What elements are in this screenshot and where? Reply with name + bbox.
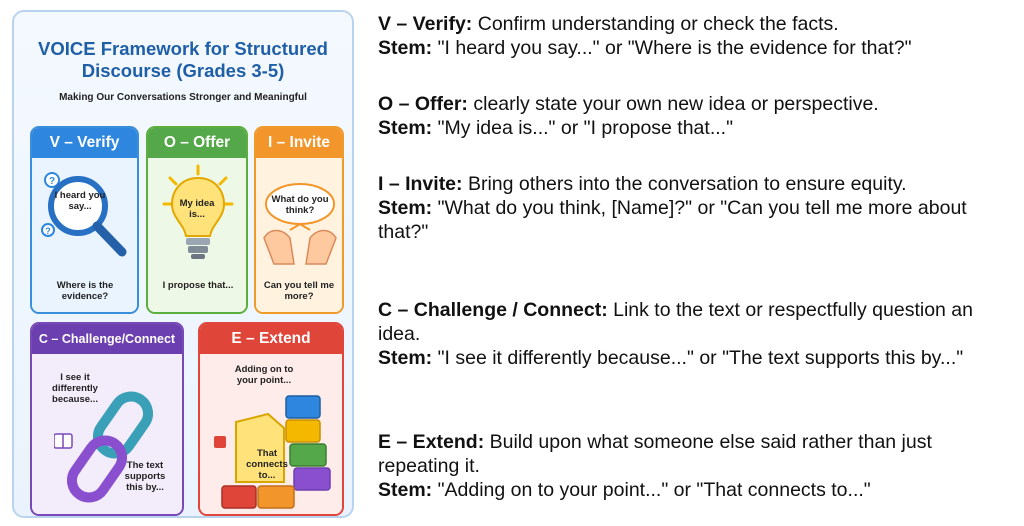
entry-stem-label: Stem: <box>378 37 433 59</box>
entry-term: I – Invite: <box>378 173 463 195</box>
entry-term: C – Challenge / Connect: <box>378 299 608 321</box>
verify-card-title: V – Verify <box>32 128 137 158</box>
entry-challenge-connect <box>378 298 998 370</box>
offer-bubble-text: My idea is... <box>179 198 215 220</box>
entry-stem: "My idea is..." or "I propose that..." <box>432 117 733 139</box>
entry-description: clearly state your own new idea or perspective. <box>467 93 879 115</box>
entry-stem: "What do you think, [Name]?" or "Can you tell me more about that?" <box>378 197 967 243</box>
invite-card-title: I – Invite <box>256 128 342 158</box>
entry-description: Link to the text or respectfully question an idea. <box>378 299 973 345</box>
offer-card <box>146 126 248 314</box>
extend-caption: That connects to... <box>246 448 288 481</box>
open-hands-icon <box>260 168 340 272</box>
invite-caption: Can you tell me more? <box>263 280 335 302</box>
entry-stem: "Adding on to your point..." or "That connects to..." <box>432 479 871 501</box>
entry-stem-label: Stem: <box>378 479 433 501</box>
entry-invite <box>378 172 978 244</box>
verify-bubble-text: I heard you say... <box>54 190 106 212</box>
offer-caption: I propose that... <box>162 280 234 291</box>
entry-offer <box>378 92 1018 140</box>
entry-term: V – Verify: <box>378 13 473 35</box>
extend-card-title: E – Extend <box>200 324 342 354</box>
entry-term: O – Offer: <box>378 93 468 115</box>
offer-card-title: O – Offer <box>148 128 246 158</box>
invite-card <box>254 126 344 314</box>
entry-description: Confirm understanding or check the facts. <box>472 13 839 35</box>
entry-stem-label: Stem: <box>378 117 433 139</box>
poster-title: VOICE Framework for Structured Discourse (Grades 3-5) <box>38 38 328 81</box>
verify-card <box>30 126 139 314</box>
entry-description: Bring others into the conversation to ensure equity. <box>462 173 907 195</box>
challenge-connect-card <box>30 322 184 516</box>
entry-stem: "I heard you say..." or "Where is the evidence for that?" <box>432 37 912 59</box>
invite-bubble-text: What do you think? <box>271 194 329 216</box>
poster-subtitle: Making Our Conversations Stronger and Meaningful <box>59 92 307 103</box>
svg-text:?: ? <box>48 176 56 187</box>
extend-bubble-text: Adding on to your point... <box>234 364 294 386</box>
entry-stem-label: Stem: <box>378 197 433 219</box>
entry-description: Build upon what someone else said rather than just repeating it. <box>378 431 932 477</box>
magnifier-icon <box>38 168 134 264</box>
svg-text:?: ? <box>45 226 51 236</box>
entry-stem-label: Stem: <box>378 347 433 369</box>
entry-extend <box>378 430 1018 502</box>
entry-verify <box>378 12 1018 60</box>
entry-term: E – Extend: <box>378 431 485 453</box>
extend-card <box>198 322 344 516</box>
challenge-connect-card-title: C – Challenge/Connect <box>32 324 182 354</box>
challenge-bubble-text: I see it differently because... <box>52 372 98 405</box>
voice-framework-poster <box>12 10 354 518</box>
verify-caption: Where is the evidence? <box>56 280 114 302</box>
entry-stem: "I see it differently because..." or "The text supports this by..." <box>432 347 964 369</box>
challenge-caption: The text supports this by... <box>124 460 166 493</box>
